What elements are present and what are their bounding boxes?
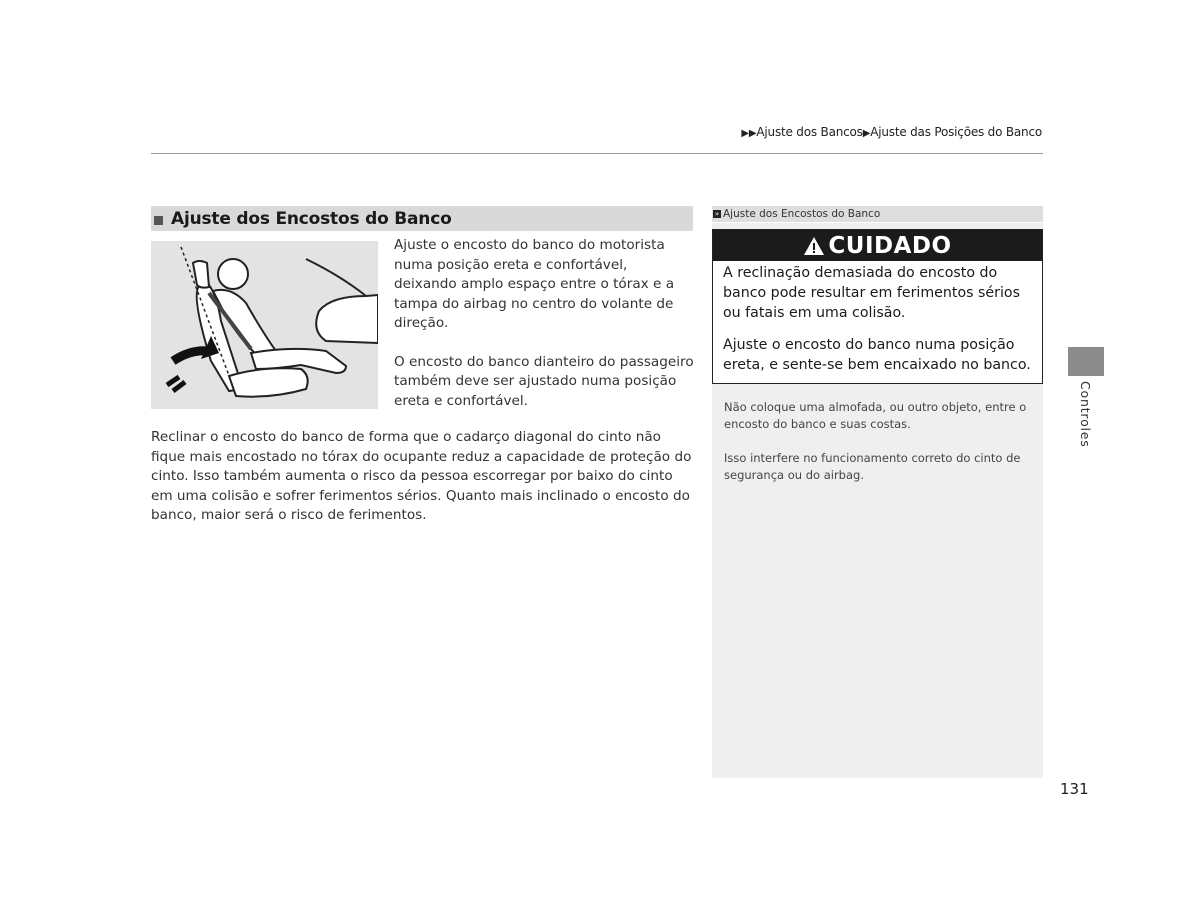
note-cushion: Não coloque uma almofada, ou outro objeto, entre o encosto do banco e suas costas.	[724, 400, 1027, 431]
intro-paragraph-driver: Ajuste o encosto do banco do motorista numa posição ereta e confortável, deixando amplo espaço entre o tórax e a tampa do airbag no centro do volante de direção.	[394, 237, 675, 331]
breadcrumb-item-seats[interactable]: Ajuste dos Bancos	[756, 125, 863, 139]
chapter-tab-label[interactable]: Controles	[1078, 381, 1093, 448]
note-interference: Isso interfere no funcionamento correto do cinto de segurança ou do airbag.	[724, 451, 1021, 482]
page-number: 131	[1060, 780, 1089, 798]
section-heading	[151, 206, 693, 231]
caution-body	[713, 261, 1042, 376]
double-arrow-icon: ▶▶	[741, 128, 757, 139]
sidebar-panel	[712, 206, 1043, 778]
warning-triangle-icon	[803, 236, 825, 256]
caution-title: CUIDADO	[828, 232, 952, 259]
seated-person-icon	[151, 241, 378, 409]
caution-box	[712, 229, 1043, 384]
chapter-tab-marker	[1068, 347, 1104, 376]
reference-marker-icon: »	[714, 210, 720, 218]
body-paragraph: Reclinar o encosto do banco de forma que o cadarço diagonal do cinto não fique mais encostado no tórax do ocupante reduz a capacidade de proteção do cinto. Isso também aumenta o risco da pessoa escorregar por baixo do cinto em uma colisão e sofrer ferimentos sérios. Quanto mais inclinado o encosto do banco, maior será o risco de ferimentos.	[151, 429, 692, 523]
intro-text	[394, 236, 694, 430]
square-bullet-icon	[154, 216, 163, 225]
breadcrumb-item-seat-positions[interactable]: Ajuste das Posições do Banco	[870, 125, 1042, 139]
arrow-icon: ▶	[862, 128, 871, 139]
breadcrumb	[741, 125, 1042, 139]
sidebar-notes	[724, 399, 1036, 501]
section-title: Ajuste dos Encostos do Banco	[171, 208, 452, 229]
header-divider	[151, 153, 1043, 154]
caution-title-bar	[713, 230, 1042, 261]
seat-recline-illustration	[151, 241, 378, 409]
caution-paragraph-adjust: Ajuste o encosto do banco numa posição ereta, e sente-se bem encaixado no banco.	[723, 337, 1031, 374]
sidebar-header-label[interactable]: Ajuste dos Encostos do Banco	[723, 208, 881, 220]
intro-paragraph-passenger: O encosto do banco dianteiro do passageiro também deve ser ajustado numa posição ereta e confortável.	[394, 353, 694, 409]
caution-paragraph-risk: A reclinação demasiada do encosto do banco pode resultar em ferimentos sérios ou fatais em uma colisão.	[723, 265, 1020, 321]
sidebar-header	[712, 206, 1043, 223]
